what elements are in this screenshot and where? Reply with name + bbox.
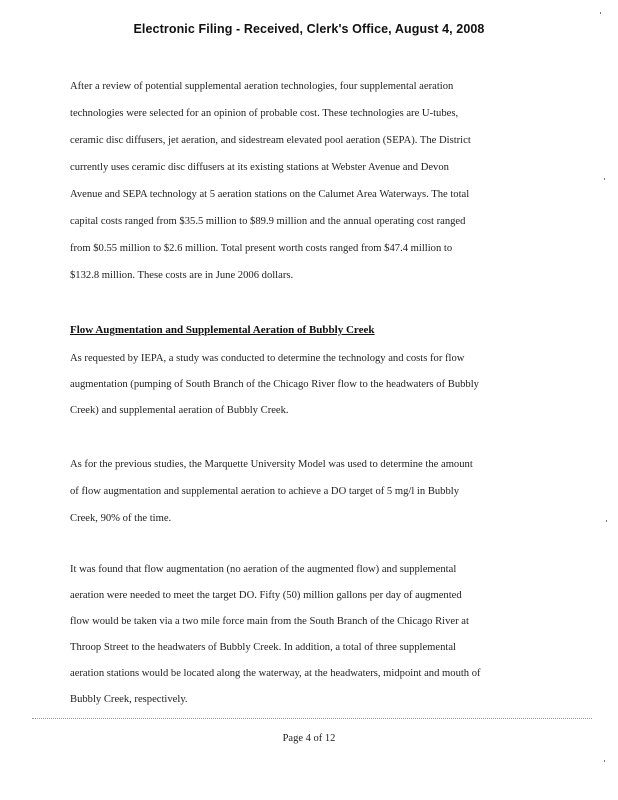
text-line: Bubbly Creek, respectively. [70, 694, 188, 705]
footer-rule [32, 718, 592, 719]
text-line: It was found that flow augmentation (no aeration of the augmented flow) and supplemental [70, 564, 457, 575]
text-line: aeration stations would be located along the waterway, at the headwaters, midpoint and mouth of [70, 668, 481, 679]
scan-speck [604, 178, 605, 180]
page-number: Page 4 of 12 [282, 733, 336, 744]
text-line: After a review of potential supplemental aeration technologies, four supplemental aeration [70, 81, 454, 92]
text-line: Avenue and SEPA technology at 5 aeration stations on the Calumet Area Waterways. The total [70, 189, 470, 200]
text-line: Throop Street to the headwaters of Bubbly Creek. In addition, a total of three supplemental [70, 642, 456, 653]
filing-header: Electronic Filing - Received, Clerk's Office, August 4, 2008 [133, 22, 485, 36]
text-line: As requested by IEPA, a study was conducted to determine the technology and costs for flow [70, 353, 465, 364]
text-line: of flow augmentation and supplemental aeration to achieve a DO target of 5 mg/l in Bubbly [70, 486, 460, 497]
text-line: currently uses ceramic disc diffusers at its existing stations at Webster Avenue and Devon [70, 162, 449, 173]
text-line: technologies were selected for an opinion of probable cost. These technologies are U-tubes, [70, 108, 459, 119]
text-line: augmentation (pumping of South Branch of the Chicago River flow to the headwaters of Bubbly [70, 379, 479, 390]
text-line: Creek) and supplemental aeration of Bubbly Creek. [70, 405, 289, 416]
text-line: As for the previous studies, the Marquette University Model was used to determine the amount [70, 459, 473, 470]
text-line: Creek, 90% of the time. [70, 513, 172, 524]
text-line: from $0.55 million to $2.6 million. Total present worth costs ranged from $47.4 million to [70, 243, 453, 254]
scan-speck [600, 12, 601, 14]
text-line: $132.8 million. These costs are in June 2006 dollars. [70, 270, 294, 281]
scan-speck [604, 760, 605, 762]
text-line: aeration were needed to meet the target DO. Fifty (50) million gallons per day of augmented [70, 590, 462, 601]
section-heading: Flow Augmentation and Supplemental Aeration of Bubbly Creek [70, 324, 375, 336]
scan-speck [606, 520, 607, 522]
text-line: capital costs ranged from $35.5 million to $89.9 million and the annual operating cost ranged [70, 216, 466, 227]
text-line: flow would be taken via a two mile force main from the South Branch of the Chicago River at [70, 616, 469, 627]
text-line: ceramic disc diffusers, jet aeration, and sidestream elevated pool aeration (SEPA). The District [70, 135, 471, 146]
